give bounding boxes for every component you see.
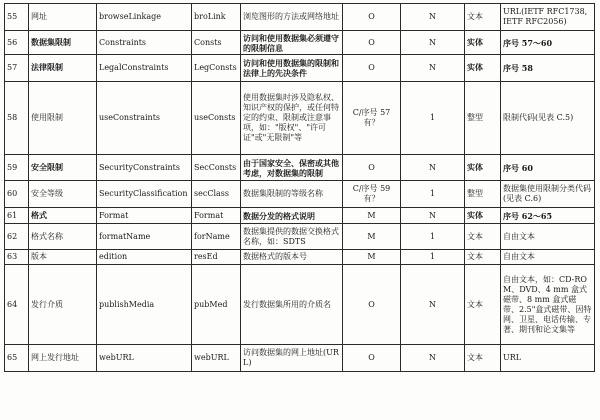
cell-domain: 自由文本 bbox=[501, 224, 595, 250]
cell-english-name: useConstraints bbox=[97, 82, 192, 155]
cell-max-occurrence: N bbox=[401, 4, 465, 31]
cell-short-name: resEd bbox=[192, 250, 241, 265]
cell-short-name: SecConsts bbox=[192, 155, 241, 181]
cell-definition: 数据分发的格式说明 bbox=[241, 208, 343, 224]
cell-english-name: edition bbox=[97, 250, 192, 265]
cell-domain: 序号 57～60 bbox=[501, 31, 595, 55]
cell-obligation: M bbox=[343, 208, 401, 224]
cell-data-type: 整型 bbox=[465, 82, 501, 155]
cell-english-name: Constraints bbox=[97, 31, 192, 55]
cell-chinese-name: 网址 bbox=[29, 4, 97, 31]
cell-data-type: 实体 bbox=[465, 208, 501, 224]
cell-short-name: Consts bbox=[192, 31, 241, 55]
cell-english-name: webURL bbox=[97, 345, 192, 372]
cell-chinese-name: 发行介质 bbox=[29, 265, 97, 345]
table-body bbox=[5, 4, 595, 372]
cell-short-name: Format bbox=[192, 208, 241, 224]
cell-chinese-name: 版本 bbox=[29, 250, 97, 265]
cell-english-name: LegalConstraints bbox=[97, 55, 192, 82]
cell-number: 59 bbox=[5, 155, 29, 181]
table-row bbox=[5, 4, 595, 31]
cell-definition: 数据格式的版本号 bbox=[241, 250, 343, 265]
cell-chinese-name: 格式名称 bbox=[29, 224, 97, 250]
table-row bbox=[5, 345, 595, 372]
table-row bbox=[5, 82, 595, 155]
cell-data-type: 文本 bbox=[465, 4, 501, 31]
cell-obligation: M bbox=[343, 224, 401, 250]
cell-chinese-name: 数据集限制 bbox=[29, 31, 97, 55]
cell-max-occurrence: 1 bbox=[401, 82, 465, 155]
cell-definition: 由于国家安全、保密或其他考虑，对数据集的限制 bbox=[241, 155, 343, 181]
cell-short-name: secClass bbox=[192, 181, 241, 208]
cell-definition: 使用数据集时涉及隐私权、知识产权的保护，或任何特定的约束、限制或注意事项，如："版权"、"许可证"或"无限制"等 bbox=[241, 82, 343, 155]
cell-definition: 浏览图形的方法或网络地址 bbox=[241, 4, 343, 31]
cell-number: 60 bbox=[5, 181, 29, 208]
cell-max-occurrence: N bbox=[401, 345, 465, 372]
table-row bbox=[5, 208, 595, 224]
cell-max-occurrence: N bbox=[401, 155, 465, 181]
cell-domain: 自由文本 bbox=[501, 250, 595, 265]
cell-short-name: broLink bbox=[192, 4, 241, 31]
table-row bbox=[5, 55, 595, 82]
cell-data-type: 实体 bbox=[465, 55, 501, 82]
cell-number: 64 bbox=[5, 265, 29, 345]
cell-data-type: 文本 bbox=[465, 250, 501, 265]
cell-domain: 序号 62～65 bbox=[501, 208, 595, 224]
cell-short-name: pubMed bbox=[192, 265, 241, 345]
cell-number: 62 bbox=[5, 224, 29, 250]
cell-domain: 自由文本，如：CD-ROM、DVD、4 mm 盒式磁带、8 mm 盒式磁带、2.5"盒式磁带、因特网、卫星、电话传输、专著、期刊和论文集等 bbox=[501, 265, 595, 345]
cell-chinese-name: 安全限制 bbox=[29, 155, 97, 181]
cell-short-name: useConsts bbox=[192, 82, 241, 155]
cell-data-type: 文本 bbox=[465, 265, 501, 345]
cell-obligation: O bbox=[343, 265, 401, 345]
cell-domain: 序号 60 bbox=[501, 155, 595, 181]
cell-number: 63 bbox=[5, 250, 29, 265]
cell-short-name: webURL bbox=[192, 345, 241, 372]
cell-obligation: M bbox=[343, 250, 401, 265]
cell-max-occurrence: 1 bbox=[401, 181, 465, 208]
cell-chinese-name: 格式 bbox=[29, 208, 97, 224]
cell-obligation: O bbox=[343, 345, 401, 372]
cell-max-occurrence: N bbox=[401, 265, 465, 345]
cell-number: 55 bbox=[5, 4, 29, 31]
cell-data-type: 实体 bbox=[465, 31, 501, 55]
cell-chinese-name: 网上发行地址 bbox=[29, 345, 97, 372]
cell-english-name: SecurityClassification bbox=[97, 181, 192, 208]
table-row bbox=[5, 224, 595, 250]
cell-max-occurrence: 1 bbox=[401, 224, 465, 250]
cell-short-name: forName bbox=[192, 224, 241, 250]
cell-number: 61 bbox=[5, 208, 29, 224]
table-row bbox=[5, 155, 595, 181]
cell-definition: 数据集提供的数据交换格式名称，如：SDTS bbox=[241, 224, 343, 250]
cell-english-name: SecurityConstraints bbox=[97, 155, 192, 181]
cell-number: 58 bbox=[5, 82, 29, 155]
cell-definition: 访问数据集的网上地址(URL) bbox=[241, 345, 343, 372]
table-row bbox=[5, 250, 595, 265]
cell-domain: URL bbox=[501, 345, 595, 372]
cell-obligation: O bbox=[343, 155, 401, 181]
cell-english-name: publishMedia bbox=[97, 265, 192, 345]
table-row bbox=[5, 31, 595, 55]
cell-max-occurrence: N bbox=[401, 31, 465, 55]
cell-definition: 发行数据集所用的介质名 bbox=[241, 265, 343, 345]
cell-english-name: formatName bbox=[97, 224, 192, 250]
table-row bbox=[5, 265, 595, 345]
cell-definition: 访问和使用数据集必须遵守的限制信息 bbox=[241, 31, 343, 55]
cell-domain: 数据集使用限制分类代码(见表 C.6) bbox=[501, 181, 595, 208]
cell-domain: 序号 58 bbox=[501, 55, 595, 82]
cell-short-name: LegConsts bbox=[192, 55, 241, 82]
cell-data-type: 文本 bbox=[465, 345, 501, 372]
cell-data-type: 文本 bbox=[465, 224, 501, 250]
cell-domain: 限制代码(见表 C.5) bbox=[501, 82, 595, 155]
cell-max-occurrence: N bbox=[401, 55, 465, 82]
cell-chinese-name: 安全等级 bbox=[29, 181, 97, 208]
cell-definition: 访问和使用数据集的限制和法律上的先决条件 bbox=[241, 55, 343, 82]
cell-definition: 数据集限制的等级名称 bbox=[241, 181, 343, 208]
table-row bbox=[5, 181, 595, 208]
cell-obligation: O bbox=[343, 55, 401, 82]
cell-number: 65 bbox=[5, 345, 29, 372]
cell-max-occurrence: 1 bbox=[401, 250, 465, 265]
cell-number: 56 bbox=[5, 31, 29, 55]
metadata-spec-table bbox=[4, 3, 595, 372]
cell-english-name: browseLinkage bbox=[97, 4, 192, 31]
cell-chinese-name: 使用限制 bbox=[29, 82, 97, 155]
cell-english-name: Format bbox=[97, 208, 192, 224]
cell-obligation: O bbox=[343, 31, 401, 55]
cell-obligation: O bbox=[343, 4, 401, 31]
cell-obligation: C/序号 57 有？ bbox=[343, 82, 401, 155]
cell-number: 57 bbox=[5, 55, 29, 82]
cell-data-type: 实体 bbox=[465, 155, 501, 181]
cell-chinese-name: 法律限制 bbox=[29, 55, 97, 82]
cell-max-occurrence: N bbox=[401, 208, 465, 224]
cell-domain: URL(IETF RFC1738, IETF RFC2056) bbox=[501, 4, 595, 31]
cell-obligation: C/序号 59 有？ bbox=[343, 181, 401, 208]
cell-data-type: 整型 bbox=[465, 181, 501, 208]
